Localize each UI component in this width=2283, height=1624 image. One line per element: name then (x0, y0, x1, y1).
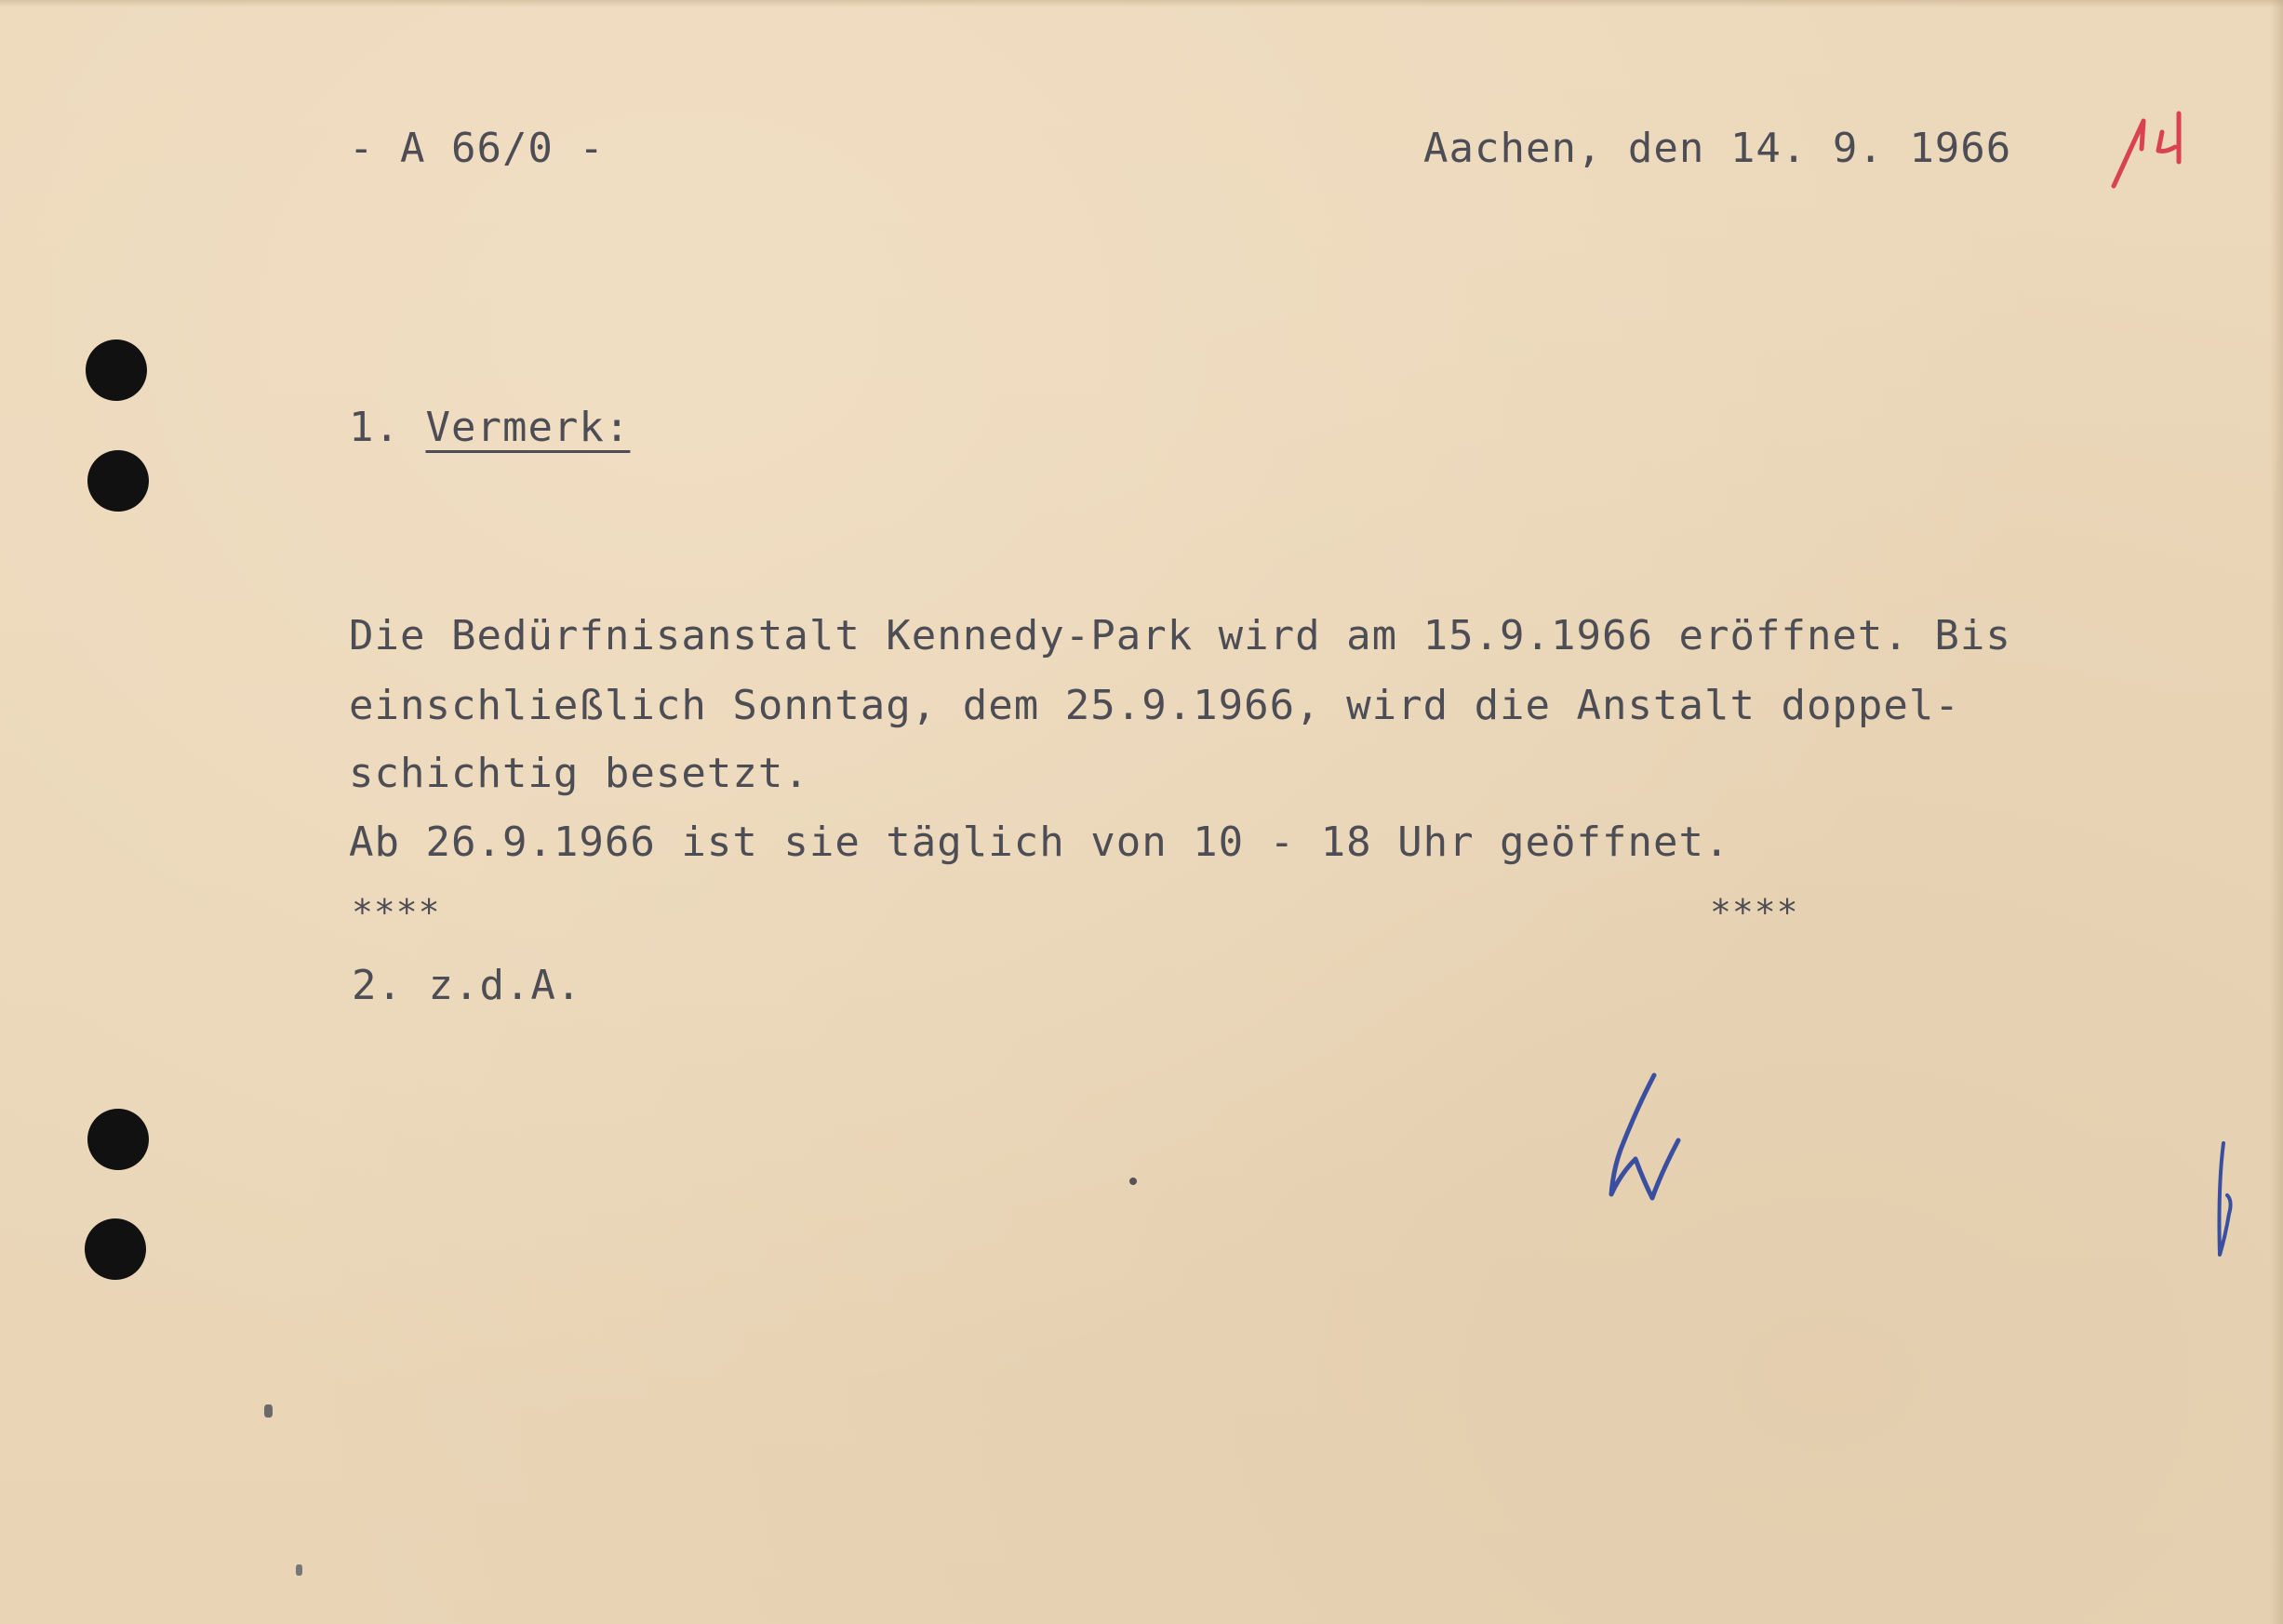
heading-number: 1. (349, 404, 400, 451)
paper-right-edge (2270, 0, 2283, 1624)
punch-hole-2 (87, 450, 149, 512)
handwritten-tick-mark (2205, 1139, 2242, 1260)
punch-hole-4 (85, 1218, 146, 1280)
paper-speck (296, 1564, 302, 1576)
paper-top-edge (0, 0, 2283, 7)
paper-speck (1129, 1178, 1137, 1185)
separator-right: **** (1710, 892, 1799, 933)
punch-hole-3 (87, 1109, 149, 1170)
body-line-4: Ab 26.9.1966 ist sie täglich von 10 - 18 Uhr geöffnet. (349, 819, 1730, 866)
section-heading (349, 404, 631, 451)
body-line-2: einschließlich Sonntag, dem 25.9.1966, wird die Anstalt doppel- (349, 682, 1960, 729)
paper-speck (264, 1404, 273, 1418)
separator-left: **** (352, 892, 441, 933)
place-and-date: Aachen, den 14. 9. 1966 (1423, 125, 2012, 172)
filing-instruction: 2. z.d.A. (352, 962, 582, 1009)
body-line-1: Die Bedürfnisanstalt Kennedy-Park wird am 15.9.1966 eröffnet. Bis (349, 612, 2011, 659)
punch-hole-1 (86, 339, 147, 401)
handwritten-initial (1600, 1070, 1684, 1209)
heading-word: Vermerk: (425, 404, 631, 451)
folio-number-handwritten (2104, 86, 2207, 197)
file-reference: - A 66/0 - (349, 125, 605, 172)
body-line-3: schichtig besetzt. (349, 750, 809, 797)
